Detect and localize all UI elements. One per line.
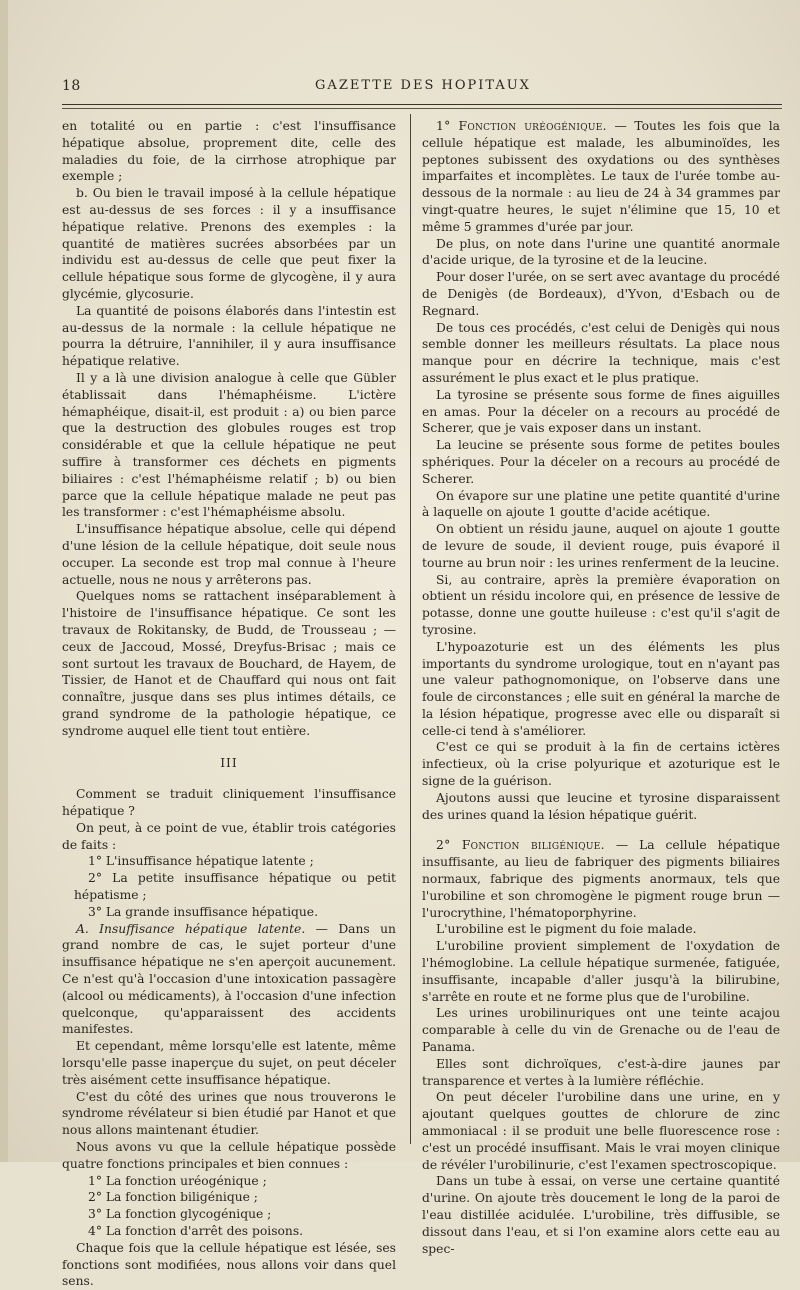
paragraph: L'insuffisance hépatique absolue, celle qui dépend d'une lésion de la cellule hépatique, doit seule nous occuper. La seconde est trop mal connue à l'heure actuelle, nous ne nous y arrêterons pas. — [62, 522, 396, 587]
header-rule-secondary — [62, 108, 782, 109]
paragraph: Chaque fois que la cellule hépatique est lésée, ses fonctions sont modifiées, nous allons voir dans quel sens. — [62, 1240, 396, 1289]
subsection-label: A. Insuffisance hépatique latente. — [76, 921, 306, 936]
list-item: 3° La grande insuffisance hépatique. — [88, 904, 318, 919]
list-item: 1° La fonction uréogénique ; — [88, 1173, 267, 1188]
header-rule — [62, 104, 782, 105]
paragraph: La quantité de poisons élaborés dans l'intestin est au-dessus de la normale : la cellule hépatique ne pourra la détruire, l'annihiler, il y aura insuffisance hépatique relative. — [62, 303, 396, 369]
section-spacer — [422, 823, 780, 837]
paragraph: De tous ces procédés, c'est celui de Denigès qui nous semble donner les meilleurs résultats. La place nous manque pour en décrire la technique, mais c'est assurément le plus exact et le plus pratique. — [422, 320, 780, 385]
paragraph: Les urines urobilinuriques ont une teinte acajou comparable à celle du vin de Grenache ou de l'eau de Panama. — [422, 1006, 780, 1055]
paragraph: Et cependant, même lorsqu'elle est latente, même lorsqu'elle passe inaperçue du sujet, on peut déceler très aisément cette insuffisance hépatique. — [62, 1039, 396, 1087]
paragraph: L'urobiline est le pigment du foie malade. — [436, 922, 697, 937]
paragraph: La tyrosine se présente sous forme de fines aiguilles en amas. Pour la déceler on a recours au procédé de Scherer, que je vais exposer dans un instant. — [422, 387, 780, 436]
right-column — [422, 118, 780, 1257]
paragraph: b. Ou bien le travail imposé à la cellule hépatique est au-dessus de ses forces : il y a insuffisance hépatique relative. Prenons des exemples : la quantité de matières sucrées absorbées par un individu est au-dessus de celle que peut fixer la cellule hépatique sous forme de glycogène, il y aura glycémie, glycosurie. — [62, 186, 396, 301]
paragraph: L'hypoazoturie est un des éléments les plus importants du syndrome urologique, tout en n'ayant pas une valeur pathognomonique, on l'observe dans une foule de circonstances ; elle suit en général la marche de la lésion hépatique, progresse avec elle ou disparaît si celle-ci tend à s'améliorer. — [422, 639, 780, 738]
paragraph: On évapore sur une platine une petite quantité d'urine à laquelle on ajoute 1 goutte d'acide acétique. — [422, 488, 780, 520]
paragraph: C'est ce qui se produit à la fin de certains ictères infectieux, où la crise polyurique et azoturique est le signe de la guérison. — [422, 740, 780, 789]
paragraph: Nous avons vu que la cellule hépatique possède quatre fonctions principales et bien connues : — [62, 1140, 396, 1171]
list-item: 4° La fonction d'arrêt des poisons. — [88, 1224, 304, 1238]
paragraph: Pour doser l'urée, on se sert avec avantage du procédé de Denigès (de Bordeaux), d'Yvon, d'Esbach ou de Regnard. — [422, 270, 780, 318]
paragraph: Il y a là une division analogue à celle que Gübler établissait dans l'hémaphéisme. L'ictère hémaphéique, disait-il, est produit : a) ou bien parce que la destruction des globules rouges est trop considérable et que la cellule hépatique ne peut suffire à transformer ces déchets en pigments biliaires : c'est l'hémaphéisme relatif ; b) ou bien parce que la cellule hépatique malade ne peut pas les transformer : c'est l'hémaphéisme absolu. — [62, 370, 396, 520]
paragraph: en totalité ou en partie : c'est l'insuffisance hépatique absolue, proprement dite, celle des maladies du foie, de la cirrhose atrophique par exemple ; — [62, 119, 396, 184]
paragraph: On peut, à ce point de vue, établir trois catégories de faits : — [62, 820, 396, 852]
subsection-label: 1° Fonction uréogénique. — [436, 119, 607, 133]
page-header — [62, 78, 784, 100]
paragraph: Elles sont dichroïques, c'est-à-dire jaunes par transparence et vertes à la lumière réfléchie. — [422, 1056, 780, 1088]
section-number: III — [220, 756, 238, 771]
paragraph: On obtient un résidu jaune, auquel on ajoute 1 goutte de levure de soude, il devient rouge, puis évaporé il tourne au brun noir : les urines renferment de la leucine. — [422, 522, 780, 570]
paragraph-text: — Dans un grand nombre de cas, le sujet porteur d'une insuffisance hépatique ne s'en aperçoit aucunement. Ce n'est qu'à l'occasion d'une intoxication passagère (alcool ou médicaments), à l'occasion d'une infection quelconque, qu'apparaissent des accidents manifestes. — [62, 921, 396, 1037]
list-item: 2° La petite insuffisance hépatique ou petit hépatisme ; — [74, 871, 396, 903]
paragraph: C'est du côté des urines que nous trouverons le syndrome révélateur si bien étudié par Hanot et que nous allons maintenant étudier. — [62, 1089, 396, 1138]
paragraph-text: — La cellule hépatique insuffisante, au lieu de fabriquer des pigments biliaires normaux, fabrique des pigments anormaux, tels que l'urobiline et son chromogène le pigment rouge brun — l'urocrythine, l'hématoporphyrine. — [422, 838, 780, 920]
subsection-label: 2° Fonction biligénique. — [436, 838, 605, 853]
paragraph-text: — Toutes les fois que la cellule hépatique est malade, les albuminoïdes, les peptones subissent des oxydations ou des synthèses imparfaites et incomplètes. Le taux de l'urée tombe au-dessous de la normale : au lieu de 24 à 34 grammes par vingt-quatre heures, le sujet n'élimine que 15, 10 et même 5 grammes d'urée par jour. — [422, 119, 780, 234]
paragraph: Dans un tube à essai, on verse une certaine quantité d'urine. On ajoute très doucement le long de la paroi de l'eau distillée acidulée. L'urobiline, très diffusible, se dissout dans l'eau, et si l'on examine alors cette eau au spec- — [422, 1174, 780, 1256]
list-item: 3° La fonction glycogénique ; — [88, 1207, 272, 1222]
paragraph — [62, 921, 396, 1039]
paragraph: Ajoutons aussi que leucine et tyrosine disparaissent des urines quand la lésion hépatique guérit. — [422, 790, 780, 822]
paragraph: On peut déceler l'urobiline dans une urine, en y ajoutant quelques gouttes de chlorure de zinc ammoniacal : il se produit une belle fluorescence rose : c'est un procédé insuffisant. Mais le vrai moyen clinique de révéler l'urobilinurie, c'est l'examen spectroscopique. — [422, 1090, 780, 1172]
left-column — [62, 118, 396, 1290]
paragraph: De plus, on note dans l'urine une quantité anormale d'acide urique, de la tyrosine et de la leucine. — [422, 236, 780, 268]
journal-title: GAZETTE DES HOPITAUX — [315, 78, 531, 93]
paragraph — [422, 837, 780, 921]
paragraph: La leucine se présente sous forme de petites boules sphériques. Pour la déceler on a recours au procédé de Scherer. — [422, 438, 780, 486]
paragraph: Comment se traduit cliniquement l'insuffisance hépatique ? — [62, 787, 396, 819]
paragraph — [422, 118, 780, 236]
page-edge — [0, 0, 8, 1162]
paragraph: Quelques noms se rattachent inséparablement à l'histoire de l'insuffisance hépatique. Ce sont les travaux de Rokitansky, de Budd, de Trousseau ; — ceux de Jaccoud, Mossé, Dreyfus-Brisac ; mais ce sont surtout les travaux de Bouchard, de Hayem, de Tissier, de Hanot et de Chauffard qui nous ont fait connaître, jusque dans ses plus intimes détails, ce grand syndrome de la pathologie hépatique, ce syndrome auquel elle tient tout entière. — [62, 589, 396, 738]
page-number: 18 — [62, 78, 81, 94]
paragraph: Si, au contraire, après la première évaporation on obtient un résidu incolore qui, en présence de lessive de potasse, donne une goutte huileuse : c'est qu'il s'agit de tyrosine. — [422, 572, 780, 637]
paragraph: L'urobiline provient simplement de l'oxydation de l'hémoglobine. La cellule hépatique surmenée, fatiguée, insuffisante, incapable d'aller jusqu'à la bilirubine, s'arrête en route et ne forme plus que de l'urobiline. — [422, 939, 780, 1004]
list-item: 1° L'insuffisance hépatique latente ; — [88, 854, 314, 869]
column-divider — [410, 114, 411, 1144]
list-item: 2° La fonction biligénique ; — [88, 1190, 258, 1205]
